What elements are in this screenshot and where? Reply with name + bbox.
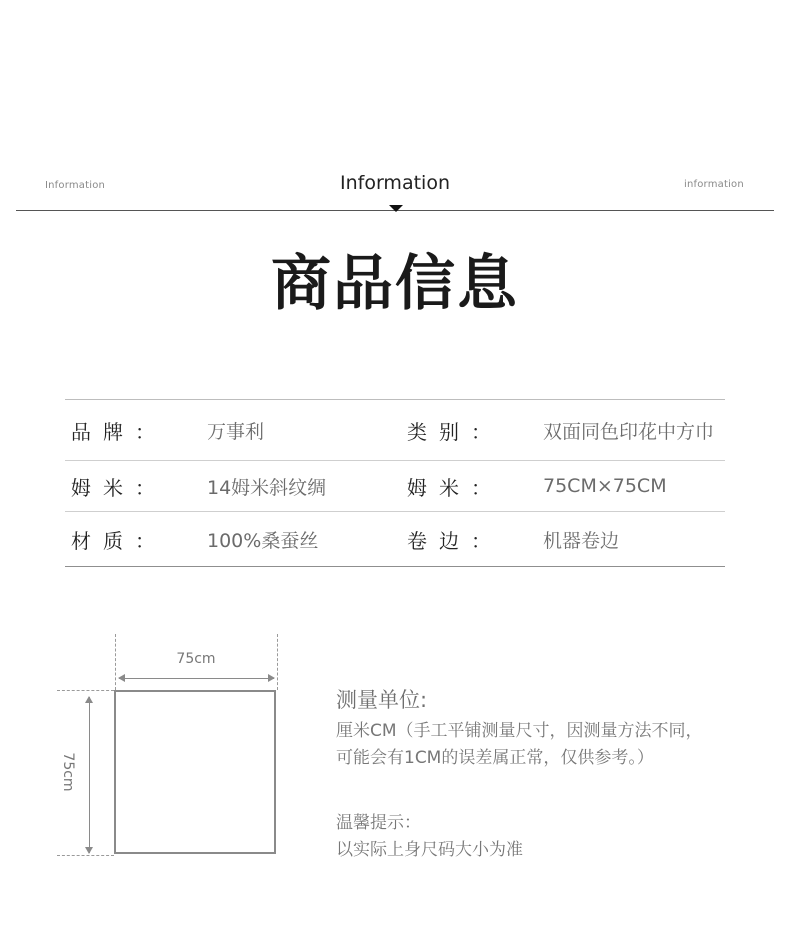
brand-value: 万事利 (207, 420, 265, 443)
hem-label: 卷边： (407, 528, 503, 553)
brand-label: 品牌： (71, 419, 167, 444)
header-left-label: Information (45, 180, 106, 191)
header-center-label: Information (340, 172, 450, 194)
page-title: 商品信息 (271, 249, 519, 319)
material-label: 材质： (71, 528, 167, 553)
momme-label: 姆米： (71, 475, 167, 500)
measurement-note-line2: 可能会有1CM的误差属正常，仅供参考。） (336, 748, 654, 768)
table-row (65, 512, 725, 567)
caret-down-icon (389, 205, 403, 212)
dimension-guide-line (57, 855, 114, 856)
product-info-table (65, 399, 725, 567)
height-arrow-icon (89, 697, 90, 853)
material-value: 100%桑蚕丝 (207, 529, 319, 552)
momme-value: 14姆米斜纹绸 (207, 476, 327, 499)
category-value: 双面同色印花中方巾 (543, 420, 715, 443)
tip-text: 以实际上身尺码大小为准 (336, 840, 523, 860)
size-label: 姆米： (407, 475, 503, 500)
tip-heading: 温馨提示： (336, 813, 421, 833)
hem-value: 机器卷边 (543, 529, 620, 552)
dimension-guide-line (57, 690, 114, 691)
table-row (65, 461, 725, 512)
width-dimension-label: 75cm (176, 651, 216, 667)
header-right-label: information (684, 179, 744, 190)
size-value: 75CM×75CM (543, 475, 667, 497)
table-row (65, 400, 725, 461)
height-dimension-label: 75cm (60, 752, 76, 792)
measurement-note-line1: 厘米CM（手工平铺测量尺寸，因测量方法不同， (336, 721, 703, 741)
scarf-square-outline (114, 690, 276, 854)
category-label: 类别： (407, 419, 503, 444)
measurement-unit-heading: 测量单位: (336, 688, 428, 712)
width-arrow-icon (119, 678, 274, 679)
